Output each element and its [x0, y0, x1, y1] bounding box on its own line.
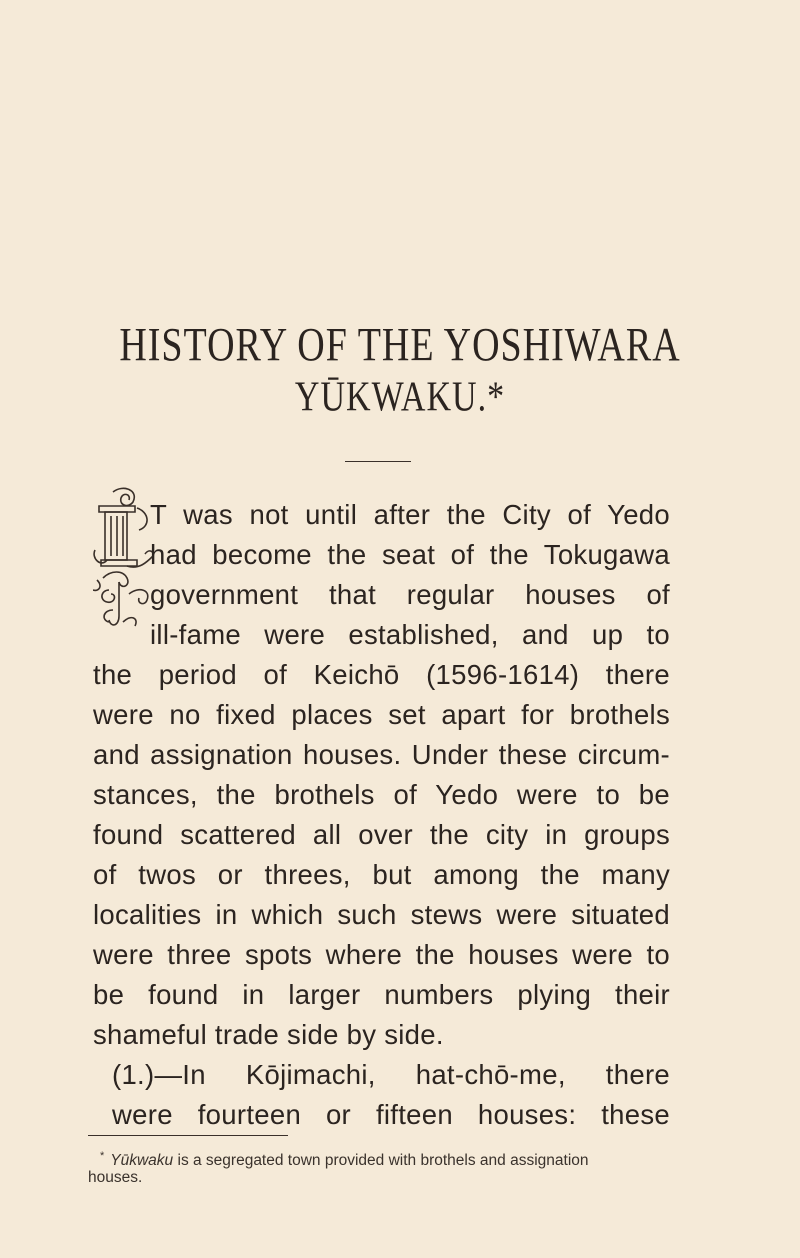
- text-line: were fourteen or fifteen houses: these: [112, 1099, 670, 1130]
- text-line: and assignation houses. Under these circum-: [93, 739, 670, 770]
- text-line: localities in which such stews were situated: [93, 899, 670, 930]
- title-divider: [345, 461, 411, 462]
- text-line: T was not until after the City of Yedo: [150, 499, 670, 530]
- footnote-term: Yūkwaku: [110, 1152, 174, 1170]
- text-line: shameful trade side by side.: [93, 1019, 444, 1050]
- text-line: found scattered all over the city in groups: [93, 819, 670, 850]
- footnote-line: [100, 1146, 680, 1171]
- ornamental-initial-letter: [93, 486, 155, 636]
- chapter-subtitle: YŪKWAKU.*: [294, 374, 506, 421]
- text-line: of twos or threes, but among the many: [93, 859, 670, 890]
- text-line: ill-fame were established, and up to: [150, 619, 670, 650]
- footnote-text: is a segregated town provided with brothels and assignation: [173, 1152, 589, 1170]
- text-line: the period of Keichō (1596-1614) there: [93, 659, 670, 690]
- ornamental-initial-icon: [93, 486, 155, 636]
- footnote-marker: *: [100, 1150, 105, 1162]
- text-line: were no fixed places set apart for brothels: [93, 699, 670, 730]
- footnote-divider: [88, 1135, 288, 1136]
- text-line: (1.)—In Kōjimachi, hat-chō-me, there: [112, 1059, 670, 1090]
- footnote-line-2: houses.: [88, 1169, 143, 1186]
- chapter-title: HISTORY OF THE YOSHIWARA: [119, 319, 681, 372]
- text-line: government that regular houses of: [150, 579, 670, 610]
- text-line: stances, the brothels of Yedo were to be: [93, 779, 670, 810]
- text-line: had become the seat of the Tokugawa: [150, 539, 670, 570]
- text-line: be found in larger numbers plying their: [93, 979, 670, 1010]
- text-line: were three spots where the houses were to: [93, 939, 670, 970]
